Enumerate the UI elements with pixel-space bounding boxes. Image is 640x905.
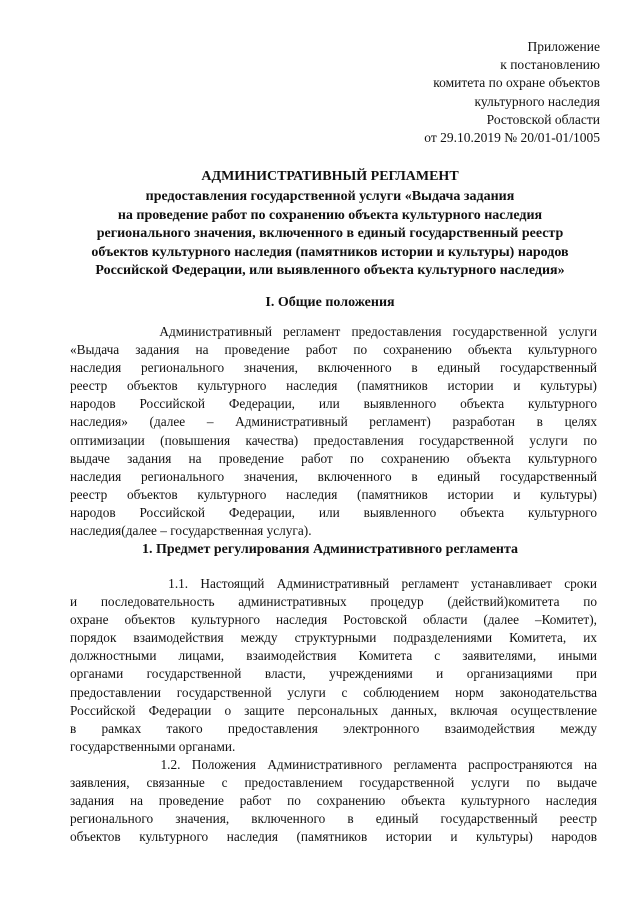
text-line: Административный регламент предоставления государственной услуги bbox=[70, 324, 597, 339]
appendix-line: культурного наследия bbox=[474, 93, 600, 109]
appendix-line: Приложение bbox=[527, 39, 600, 54]
text-line: регионального значения, включенного в единый государственный реестр bbox=[70, 811, 597, 827]
title-sub-line: на проведение работ по сохранению объекта культурного наследия bbox=[117, 207, 543, 223]
appendix-line: от 29.10.2019 № 20/01-01/1005 bbox=[424, 130, 600, 146]
text-line: «Выдача задания на проведение работ по сохранению объекта культурного bbox=[70, 342, 597, 358]
text-line: наследия регионального значения, включенного в единый государственный bbox=[70, 468, 597, 484]
section-heading-subject: 1. Предмет регулирования Административного регламента bbox=[141, 542, 519, 557]
text-line: предоставлении государственной услуги с соблюдением норм законодательства bbox=[70, 684, 597, 700]
text-line: наследия регионального значения, включенного в единый государственный bbox=[70, 360, 597, 376]
text-line: органами государственной власти, учреждениями и организациями при bbox=[70, 666, 597, 682]
paragraph-1-2 bbox=[70, 756, 597, 846]
appendix-line: к постановлению bbox=[500, 57, 600, 73]
text-line: 1.1. Настоящий Административный регламент устанавливает сроки bbox=[70, 576, 597, 591]
appendix-line: комитета по охране объектов bbox=[433, 75, 600, 91]
title-sub-line: регионального значения, включенного в единый государственный реестр bbox=[96, 226, 564, 242]
text-line: реестр объектов культурного наследия (памятников истории и культуры) bbox=[70, 486, 597, 502]
paragraph-general bbox=[70, 323, 597, 540]
text-line: реестр объектов культурного наследия (памятников истории и культуры) bbox=[70, 378, 597, 394]
text-line: наследия(далее – государственная услуга). bbox=[70, 523, 312, 539]
text-line: и последовательность административных процедур (действий)комитета по bbox=[70, 594, 597, 610]
text-line: порядок взаимодействия между структурными подразделениями Комитета, их bbox=[70, 630, 597, 646]
text-line: государственными органами. bbox=[70, 738, 236, 754]
text-line: 1.2. Положения Административного регламента распространяются на bbox=[70, 757, 597, 772]
section-heading-general: I. Общие положения bbox=[265, 295, 395, 310]
title-sub-line: Российской Федерации, или выявленного объекта культурного наследия» bbox=[95, 263, 565, 279]
appendix-line: Ростовской области bbox=[486, 111, 600, 127]
text-line: наследия» (далее – Административный регламент) разработан в целях bbox=[70, 414, 597, 430]
paragraph-1-1 bbox=[70, 575, 597, 756]
text-line: должностными лицами, взаимодействия Комитета с заявителями, иными bbox=[70, 648, 597, 664]
text-line: народов Российской Федерации, или выявленного объекта культурного bbox=[70, 504, 597, 520]
title-sub-line: предоставления государственной услуги «Выдача задания bbox=[145, 189, 515, 205]
text-line: выдаче задания на проведение работ по сохранению объекта культурного bbox=[70, 450, 597, 466]
text-line: народов Российской Федерации, или выявленного объекта культурного bbox=[70, 396, 597, 412]
title-main: АДМИНИСТРАТИВНЫЙ РЕГЛАМЕНТ bbox=[201, 169, 459, 184]
text-line: охране объектов культурного наследия Ростовской области (далее –Комитет), bbox=[70, 612, 597, 628]
text-line: в рамках такого предоставления электронного взаимодействия между bbox=[70, 720, 597, 736]
text-line: задания на проведение работ по сохранению объекта культурного наследия bbox=[70, 793, 597, 809]
title-sub-line: объектов культурного наследия (памятников истории и культуры) народов bbox=[91, 244, 569, 260]
text-line: Российской Федерации о защите персональных данных, включая осуществление bbox=[70, 702, 597, 718]
appendix-block bbox=[380, 38, 600, 147]
text-line: объектов культурного наследия (памятников истории и культуры) народов bbox=[70, 829, 597, 845]
text-line: оптимизации (повышения качества) предоставления государственной услуги по bbox=[70, 432, 597, 448]
document-title bbox=[60, 168, 600, 280]
text-line: заявления, связанные с предоставлением государственной услуги по выдаче bbox=[70, 775, 597, 791]
